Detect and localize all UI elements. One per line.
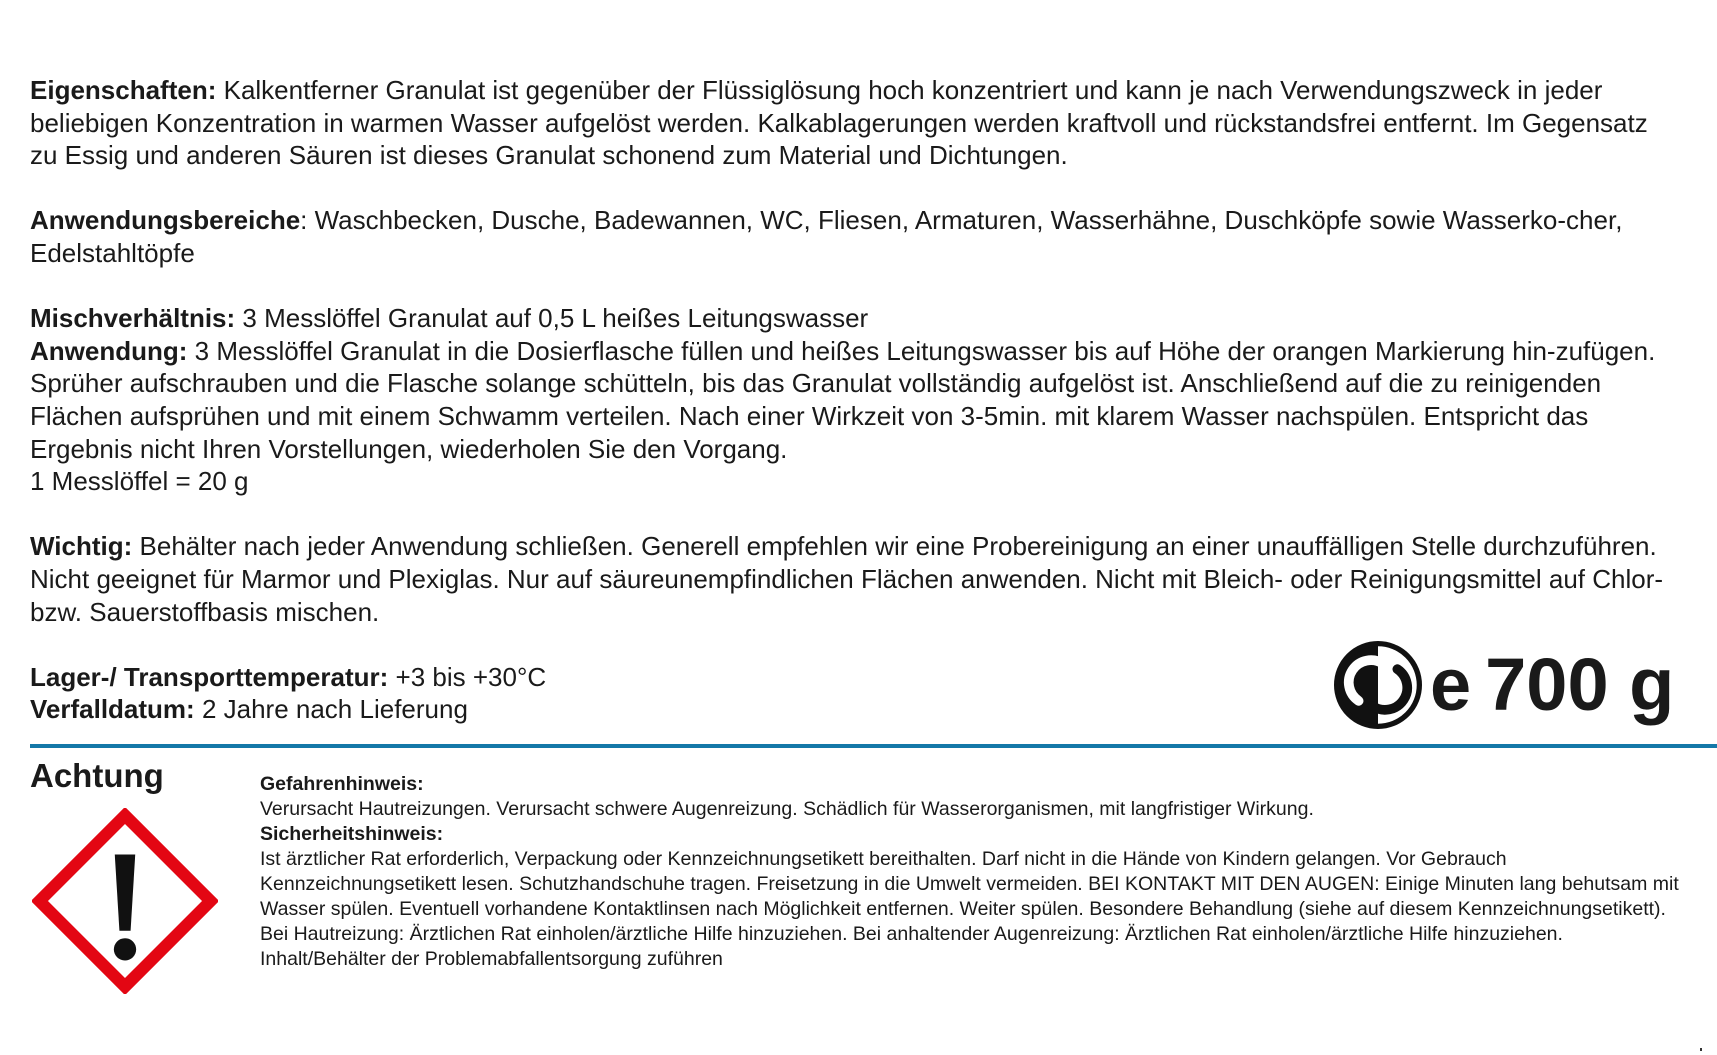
hazard-text: Verursacht Hautreizungen. Verursacht schwere Augenreizung. Schädlich für Wasserorganismen, mit langfristiger Wirkung. xyxy=(260,798,1314,820)
safety-text: Ist ärztlicher Rat erforderlich, Verpackung oder Kennzeichnungsetikett bereithalten. Darf nicht in die Hände von Kindern gelangen. Vor Gebrauch Kennzeichnungsetikett lesen. Schutzhandschuhe tragen. Freisetzung in die Umwelt vermeiden. BEI KONTAKT MIT DEN AUGEN: Einige Minuten lang behutsam mit Wasser spülen. Eventuell vorhandene Kontaktlinsen nach Möglichkeit entfernen. Weiter spülen. Besondere Behandlung (siehe auf diesem Kennzeichnungsetikett). Bei Hautreizung: Ärztlichen Rat einholen/ärztliche Hilfe hinzuziehen. Bei anhaltender Augenreizung: Ärztlichen Rat einholen/ärztliche Hilfe hinzuziehen. Inhalt/Behälter der Problemabfallentsorgung zuführen xyxy=(260,848,1679,970)
storage-text: +3 bis +30°C xyxy=(388,661,547,692)
product-info xyxy=(30,74,1670,726)
stray-dot xyxy=(1700,1048,1702,1051)
application-areas-text: : Waschbecken, Dusche, Badewannen, WC, Fliesen, Armaturen, Wasserhähne, Duschköpfe sowie Wasserko-cher, Edelstahltöpfe xyxy=(30,205,1623,268)
mixing-ratio-label: Mischverhältnis: xyxy=(30,303,236,334)
safety-heading: Sicherheitshinweis: xyxy=(260,823,444,845)
green-dot-icon xyxy=(1334,641,1422,729)
section-divider xyxy=(30,744,1717,748)
expiry-text: 2 Jahre nach Lieferung xyxy=(194,694,468,725)
storage-label: Lager-/ Transporttemperatur: xyxy=(30,661,389,692)
hazard-statements xyxy=(260,772,1680,972)
application-areas-paragraph xyxy=(30,204,1670,269)
expiry-label: Verfalldatum: xyxy=(30,694,195,725)
important-text: Behälter nach jeder Anwendung schließen. Generell empfehlen wir eine Probereinigung an einer unauffälligen Stelle durchzuführen. Nicht geeignet für Marmor und Plexiglas. Nur auf säureunempfindlichen Flächen anwenden. Nicht mit Bleich- oder Reinigungsmittel auf Chlor- bzw. Sauerstoffbasis mischen. xyxy=(30,531,1664,627)
important-label: Wichtig: xyxy=(30,531,133,562)
important-paragraph xyxy=(30,530,1670,628)
hazard-heading: Gefahrenhinweis: xyxy=(260,773,424,795)
usage-text: 3 Messlöffel Granulat in die Dosierflasche füllen und heißes Leitungswasser bis auf Höhe der orangen Markierung hin-zufügen. Sprüher aufschrauben und die Flasche solange schütteln, bis das Granulat vollständig aufgelöst ist. Anschließend auf die zu reinigenden Flächen aufsprühen und mit einem Schwamm verteilen. Nach einer Wirkzeit von 3-5min. mit klarem Wasser nachspülen. Entspricht das Ergebnis nicht Ihren Vorstellungen, wiederholen Sie den Vorgang. xyxy=(30,335,1656,464)
estimated-sign: e xyxy=(1430,643,1472,726)
ghs07-exclamation-icon xyxy=(32,808,218,994)
properties-text: Kalkentferner Granulat ist gegenüber der Flüssiglösung hoch konzentriert und kann je nach Verwendungszweck in jeder beliebigen Konzentration in warmen Wasser aufgelöst werden. Kalkablagerungen werden kraftvoll und rückstandsfrei entfernt. Im Gegensatz zu Essig und anderen Säuren ist dieses Granulat schonend zum Material und Dichtungen. xyxy=(30,75,1648,171)
mixing-ratio-paragraph xyxy=(30,302,1670,335)
application-areas-label: Anwendungsbereiche xyxy=(30,205,301,236)
net-quantity xyxy=(1334,642,1674,728)
signal-word: Achtung xyxy=(30,757,164,794)
usage-label: Anwendung: xyxy=(30,335,188,366)
properties-label: Eigenschaften: xyxy=(30,75,217,105)
mixing-ratio-text: 3 Messlöffel Granulat auf 0,5 L heißes Leitungswasser xyxy=(235,303,869,334)
usage-paragraph xyxy=(30,335,1670,465)
spoon-weight: 1 Messlöffel = 20 g xyxy=(30,466,249,497)
net-weight: 700 g xyxy=(1485,643,1675,726)
properties-paragraph xyxy=(30,74,1670,172)
